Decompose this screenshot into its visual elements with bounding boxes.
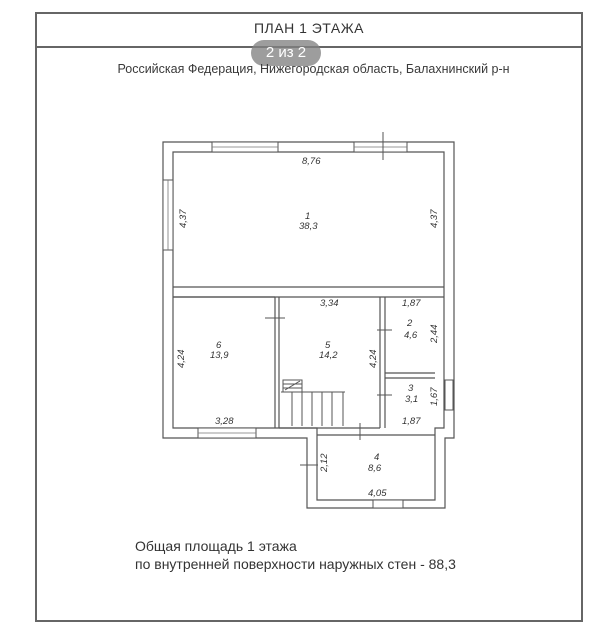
summary-line-1: Общая площадь 1 этажа: [135, 538, 297, 554]
room-area: 8,6: [368, 463, 382, 474]
dim-r4-bottom: 4,05: [368, 488, 387, 499]
room-number: 5: [325, 340, 331, 351]
area-summary: [135, 537, 456, 573]
room-number: 3: [408, 383, 414, 394]
window: [445, 380, 453, 410]
page-title: ПЛАН 1 ЭТАЖА: [253, 20, 364, 36]
dim-r2-right: 2,44: [429, 324, 440, 343]
dim-r6-height: 4,24: [176, 349, 187, 368]
stairs: [281, 380, 345, 426]
room-area: 38,3: [299, 221, 318, 232]
dim-r2-top: 1,87: [402, 298, 421, 309]
wall: [173, 287, 444, 297]
page-indicator[interactable]: 2 из 2: [251, 40, 321, 66]
room-number: 1: [305, 211, 311, 222]
room-area: 3,1: [405, 394, 419, 405]
room-area: 13,9: [210, 350, 229, 361]
window: [373, 500, 403, 508]
room-number: 2: [407, 318, 413, 329]
room-number: 6: [216, 340, 222, 351]
dim-r3-right: 1,67: [429, 387, 440, 406]
room-area: 4,6: [404, 330, 418, 341]
wall: [275, 297, 279, 428]
dim-left: 4,37: [178, 209, 189, 228]
dim-right: 4,37: [429, 209, 440, 228]
dim-r3-bottom: 1,87: [402, 416, 421, 427]
room-area: 14,2: [319, 350, 338, 361]
dim-r5-top: 3,34: [320, 298, 339, 309]
summary-line-2: по внутренней поверхности наружных стен - 88,3: [135, 556, 456, 572]
dim-r6-bottom: 3,28: [215, 416, 234, 427]
wall: [385, 373, 435, 378]
wall: [380, 297, 385, 428]
dim-top: 8,76: [302, 156, 321, 167]
dim-r5-right: 4,24: [368, 349, 379, 368]
room-number: 4: [374, 452, 380, 463]
dim-r4-left: 2,12: [319, 453, 330, 472]
outer-wall-inner: [173, 152, 444, 500]
address: Российская Федерация, Нижегородская область, Балахнинский р-н: [117, 62, 510, 76]
